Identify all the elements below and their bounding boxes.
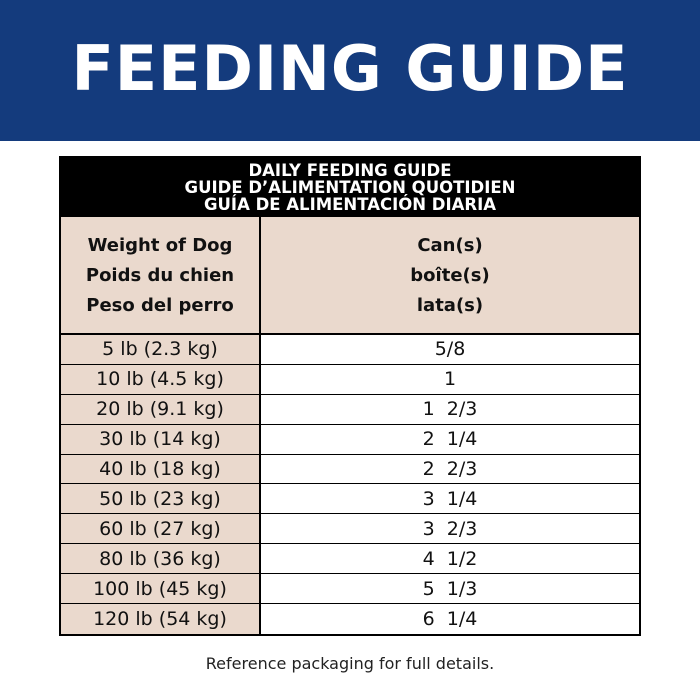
table-row bbox=[61, 484, 639, 514]
table-title-es: GUÍA DE ALIMENTACIÓN DIARIA bbox=[203, 195, 497, 214]
weight-cell: 120 lb (54 kg) bbox=[61, 604, 261, 634]
cans-cell: 2 2/3 bbox=[422, 458, 478, 480]
table-row bbox=[61, 514, 639, 544]
weight-cell: 10 lb (4.5 kg) bbox=[61, 365, 261, 394]
cans-cell: 5/8 bbox=[434, 338, 466, 361]
banner bbox=[0, 0, 700, 141]
weight-cell: 80 lb (36 kg) bbox=[61, 544, 261, 573]
cans-cell: 1 2/3 bbox=[422, 398, 478, 421]
table-row bbox=[61, 544, 639, 574]
weight-column-header bbox=[61, 217, 261, 333]
cans-column-header bbox=[261, 217, 639, 333]
weight-header-fr: Poids du chien bbox=[85, 265, 235, 286]
table-title bbox=[61, 158, 639, 217]
feeding-table bbox=[59, 156, 641, 636]
cans-cell: 6 1/4 bbox=[422, 607, 478, 630]
weight-header-es: Peso del perro bbox=[86, 295, 234, 316]
table-row bbox=[61, 395, 639, 425]
table-title-en: DAILY FEEDING GUIDE bbox=[248, 161, 452, 180]
weight-cell: 30 lb (14 kg) bbox=[61, 425, 261, 454]
cans-cell: 2 1/4 bbox=[422, 428, 478, 451]
weight-cell: 20 lb (9.1 kg) bbox=[61, 395, 261, 424]
cans-cell: 4 1/2 bbox=[422, 547, 478, 570]
table-row bbox=[61, 574, 639, 604]
table-row bbox=[61, 365, 639, 395]
cans-cell: 1 bbox=[443, 368, 457, 391]
cans-cell: 5 1/3 bbox=[422, 577, 478, 600]
cans-cell: 3 1/4 bbox=[422, 487, 478, 510]
table-row bbox=[61, 455, 639, 485]
column-headers bbox=[61, 217, 639, 335]
weight-cell: 60 lb (27 kg) bbox=[61, 514, 261, 543]
weight-cell: 5 lb (2.3 kg) bbox=[61, 335, 261, 364]
table-row bbox=[61, 335, 639, 365]
weight-cell: 100 lb (45 kg) bbox=[61, 574, 261, 603]
page-title: FEEDING GUIDE bbox=[71, 32, 629, 105]
cans-header-es: lata(s) bbox=[416, 295, 484, 316]
weight-cell: 50 lb (23 kg) bbox=[61, 484, 261, 513]
weight-header-en: Weight of Dog bbox=[87, 235, 233, 256]
cans-cell: 3 2/3 bbox=[422, 517, 478, 540]
footer-note: Reference packaging for full details. bbox=[205, 654, 495, 673]
weight-cell: 40 lb (18 kg) bbox=[61, 455, 261, 484]
table-title-fr: GUIDE D’ALIMENTATION QUOTIDIEN bbox=[184, 178, 516, 197]
table-row bbox=[61, 425, 639, 455]
cans-header-en: Can(s) bbox=[417, 235, 483, 256]
cans-header-fr: boîte(s) bbox=[410, 265, 490, 286]
table-body bbox=[61, 335, 639, 634]
table-row bbox=[61, 604, 639, 634]
